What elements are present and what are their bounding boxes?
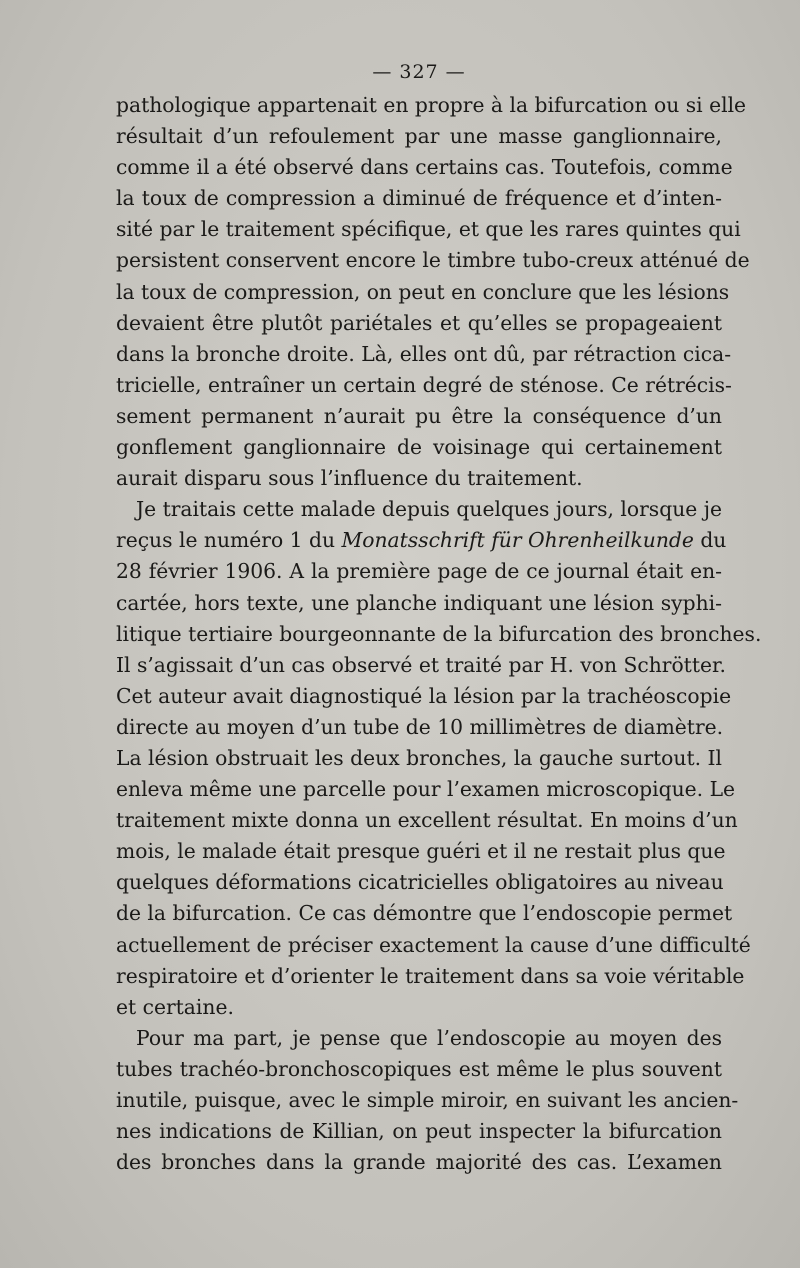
text-line: aurait disparu sous l’influence du traitement. — [116, 466, 583, 491]
text-line: actuellement de préciser exactement la cause d’une difficulté — [116, 932, 751, 957]
text-line: sement permanent n’aurait pu être la conséquence d’un — [116, 403, 722, 428]
text-line: des bronches dans la grande majorité des cas. L’examen — [116, 1150, 722, 1175]
text-line: nes indications de Killian, on peut inspecter la bifurcation — [116, 1119, 722, 1144]
text-line: tubes trachéo-bronchoscopiques est même le plus souvent — [116, 1056, 722, 1081]
text-line: résultait d’un refoulement par une masse ganglionnaire, — [116, 124, 722, 149]
text-line: gonflement ganglionnaire de voisinage qui certainement — [116, 435, 722, 460]
text-line: la toux de compression a diminué de fréquence et d’inten- — [116, 186, 722, 211]
text-line: traitement mixte donna un excellent résultat. En moins d’un — [116, 808, 738, 833]
text-line: sité par le traitement spécifique, et que les rares quintes qui — [116, 217, 741, 242]
text-line: La lésion obstruait les deux bronches, la gauche surtout. Il — [116, 745, 722, 770]
text-line: quelques déformations cicatricielles obligatoires au niveau — [116, 870, 724, 895]
text-line: enleva même une parcelle pour l’examen microscopique. Le — [116, 777, 736, 802]
text-line: tricielle, entraîner un certain degré de sténose. Ce rétrécis- — [116, 372, 732, 397]
journal-title: Monatsschrift für Ohrenheilkunde — [341, 528, 694, 553]
text-line: et certaine. — [116, 994, 234, 1019]
text-line: reçus le numéro 1 du Monatsschrift für Ohrenheilkunde du — [116, 528, 727, 553]
text-line: mois, le malade était presque guéri et il ne restait plus que — [116, 839, 726, 864]
text-line: Il s’agissait d’un cas observé et traité par H. von Schrötter. — [116, 652, 726, 677]
text-line: Je traitais cette malade depuis quelques jours, lorsque je — [136, 497, 722, 522]
text-line: respiratoire et d’orienter le traitement dans sa voie véritable — [116, 963, 745, 988]
text-line: de la bifurcation. Ce cas démontre que l’endoscopie permet — [116, 901, 733, 926]
text-line: devaient être plutôt pariétales et qu’elles se propageaient — [116, 310, 722, 335]
body-text — [116, 90, 762, 1178]
text-line: dans la bronche droite. Là, elles ont dû, par rétraction cica- — [116, 341, 732, 366]
text-line: pathologique appartenait en propre à la bifurcation ou si elle — [116, 93, 747, 117]
text-line: cartée, hors texte, une planche indiquant une lésion syphi- — [116, 590, 722, 615]
text-line: persistent conservent encore le timbre tubo-creux atténué de — [116, 248, 750, 273]
paragraph — [116, 1023, 739, 1178]
text-line: inutile, puisque, avec le simple miroir, en suivant les ancien- — [116, 1088, 739, 1112]
text-line: la toux de compression, on peut en conclure que les lésions — [116, 279, 730, 304]
paragraph — [116, 90, 750, 494]
text-line: comme il a été observé dans certains cas. Toutefois, comme — [116, 155, 733, 180]
book-page — [116, 58, 762, 1178]
text-line: directe au moyen d’un tube de 10 millimètres de diamètre. — [116, 714, 724, 739]
text-line: 28 février 1906. A la première page de ce journal était en- — [116, 559, 722, 584]
text-line: Pour ma part, je pense que l’endoscopie au moyen des — [136, 1025, 722, 1050]
text-line: Cet auteur avait diagnostiqué la lésion par la trachéoscopie — [116, 683, 732, 708]
text-line: litique tertiaire bourgeonnante de la bifurcation des bronches. — [116, 621, 762, 646]
paragraph — [116, 494, 762, 1023]
page-number: — 327 — — [372, 61, 466, 83]
